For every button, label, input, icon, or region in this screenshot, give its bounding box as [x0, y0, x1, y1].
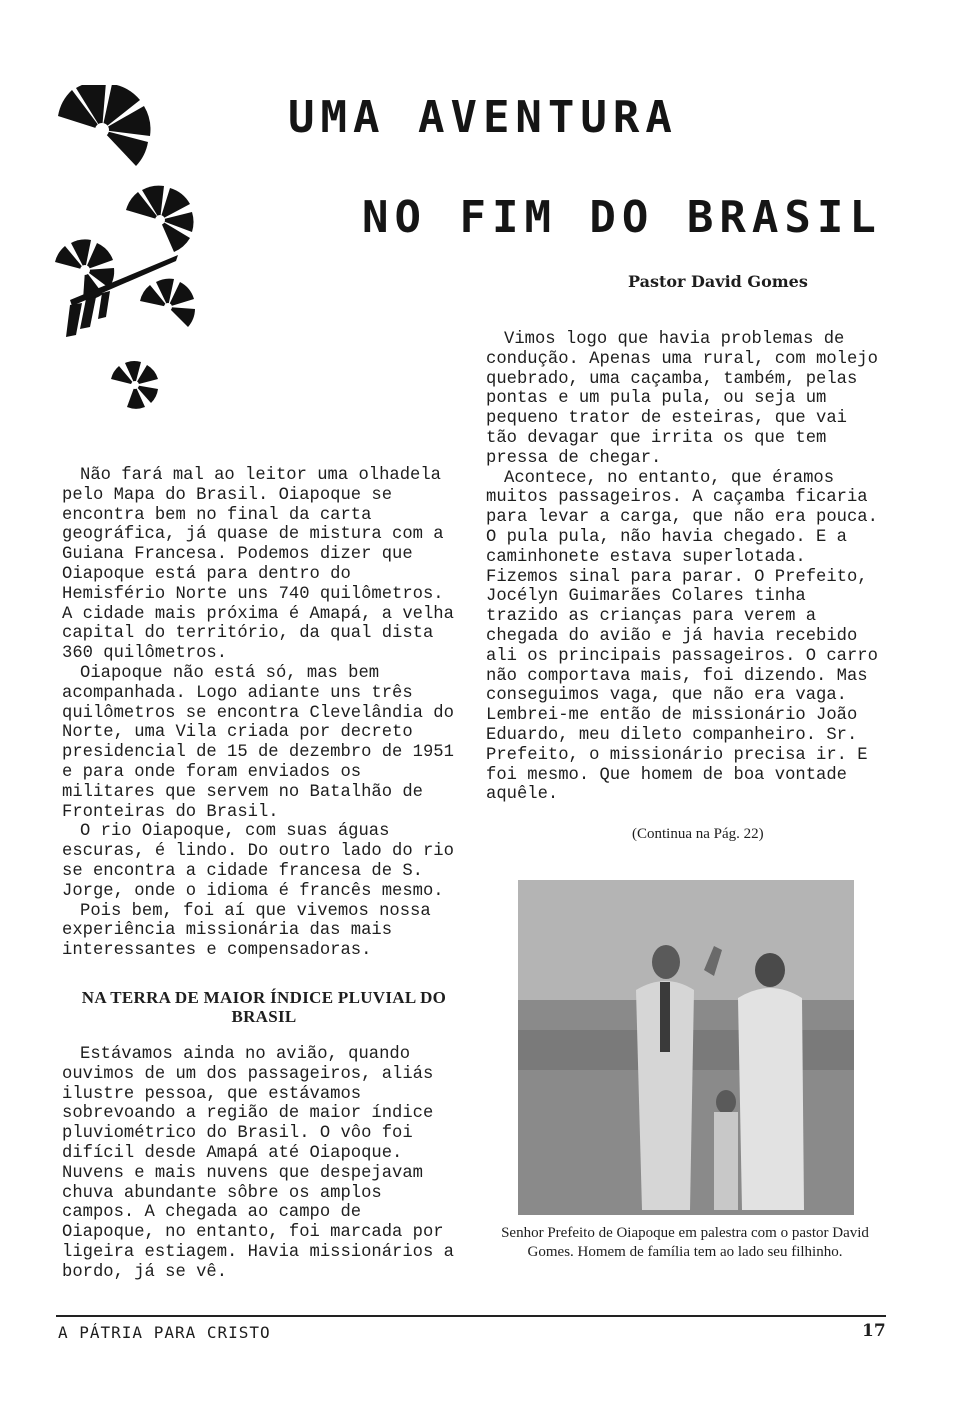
article-photo — [518, 880, 854, 1215]
paragraph: Estávamos ainda no avião, quando ouvimos de um dos passageiros, aliás ilustre pessoa, que estávamos sobrevoando a região de maior índice pluviométrico do Brasil. O vôo foi difícil desde Amapá até Oiapoque. Nuvens e mais nuvens que despejavam chuva abundante sôbre os amplos campos. A chegada ao campo de Oiapoque, no entanto, foi marcada por ligeira estiagem. Havia missionários a bordo, já se vê. — [62, 1045, 454, 1282]
left-column — [62, 466, 460, 961]
paragraph: Não fará mal ao leitor uma olhadela pelo Mapa do Brasil. Oiapoque se encontra bem no final da carta geográfica, já quase de mistura com a Guiana Francesa. Podemos dizer que Oiapoque está para dentro do Hemisfério Norte uns 740 quilômetros. A cidade mais próxima é Amapá, a velha capital do território, da qual dista 360 quilômetros. — [62, 466, 454, 664]
paragraph: Pois bem, foi aí que vivemos nossa experiência missionária das mais interessantes e compensadoras. — [62, 901, 431, 961]
author-byline: Pastor David Gomes — [628, 272, 808, 291]
left-column-continued — [62, 1045, 460, 1283]
paragraph: Acontece, no entanto, que éramos muitos passageiros. A caçamba ficaria para levar a carga, que não era pouca. O pula pula, não havia chegado. E a caminhonete estava superlotada. Fizemos sinal para parar. O Prefeito, Jocélyn Guimarães Colares tinha trazido as crianças para verem a chegada do avião e já havia recebido ali os principais passageiros. O carro não comportava mais, foi dizendo. Mas conseguimos vaga, que não era vaga. Lembrei-me então de missionário João Eduardo, meu dileto companheiro. Sr. Prefeito, o missionário precisa ir. E foi mesmo. Que homem de boa vontade aquêle. — [486, 468, 878, 805]
paragraph: Vimos logo que havia problemas de condução. Apenas uma rural, com molejo quebrado, uma caçamba, também, pelas pontas e um pula pula, ou seja um pequeno trator de esteiras, que vai tão devagar que irrita os que tem pressa de chegar. — [486, 330, 878, 468]
page-number: 17 — [862, 1321, 886, 1341]
photo-caption: Senhor Prefeito de Oiapoque em palestra com o pastor David Gomes. Homem de família tem ao lado seu filhinho. — [501, 1225, 869, 1260]
footer-divider — [56, 1315, 886, 1317]
article-title-line-1: UMA AVENTURA — [288, 92, 678, 143]
section-heading: NA TERRA DE MAIOR ÍNDICE PLUVIAL DO BRASIL — [81, 988, 447, 1026]
magazine-name: A PÁTRIA PARA CRISTO — [58, 1323, 271, 1342]
paragraph: Oiapoque não está só, mas bem acompanhada. Logo adiante uns três quilômetros se encontra Clevelândia do Norte, uma Vila criada por decreto presidencial de 15 de dezembro de 1951 e para onde foram enviados os militares que servem no Batalhão de Fronteiras do Brasil. — [62, 663, 454, 822]
floral-ornament-icon — [40, 85, 210, 415]
continued-note: (Continua na Pág. 22) — [632, 826, 764, 842]
paragraph: O rio Oiapoque, com suas águas escuras, é lindo. Do outro lado do rio se encontra a cidade francesa de S. Jorge, onde o idioma é francês mesmo. — [62, 822, 454, 901]
article-title-line-2: NO FIM DO BRASIL — [362, 192, 882, 243]
right-column — [486, 330, 884, 805]
two-men-photo-icon — [518, 880, 854, 1215]
